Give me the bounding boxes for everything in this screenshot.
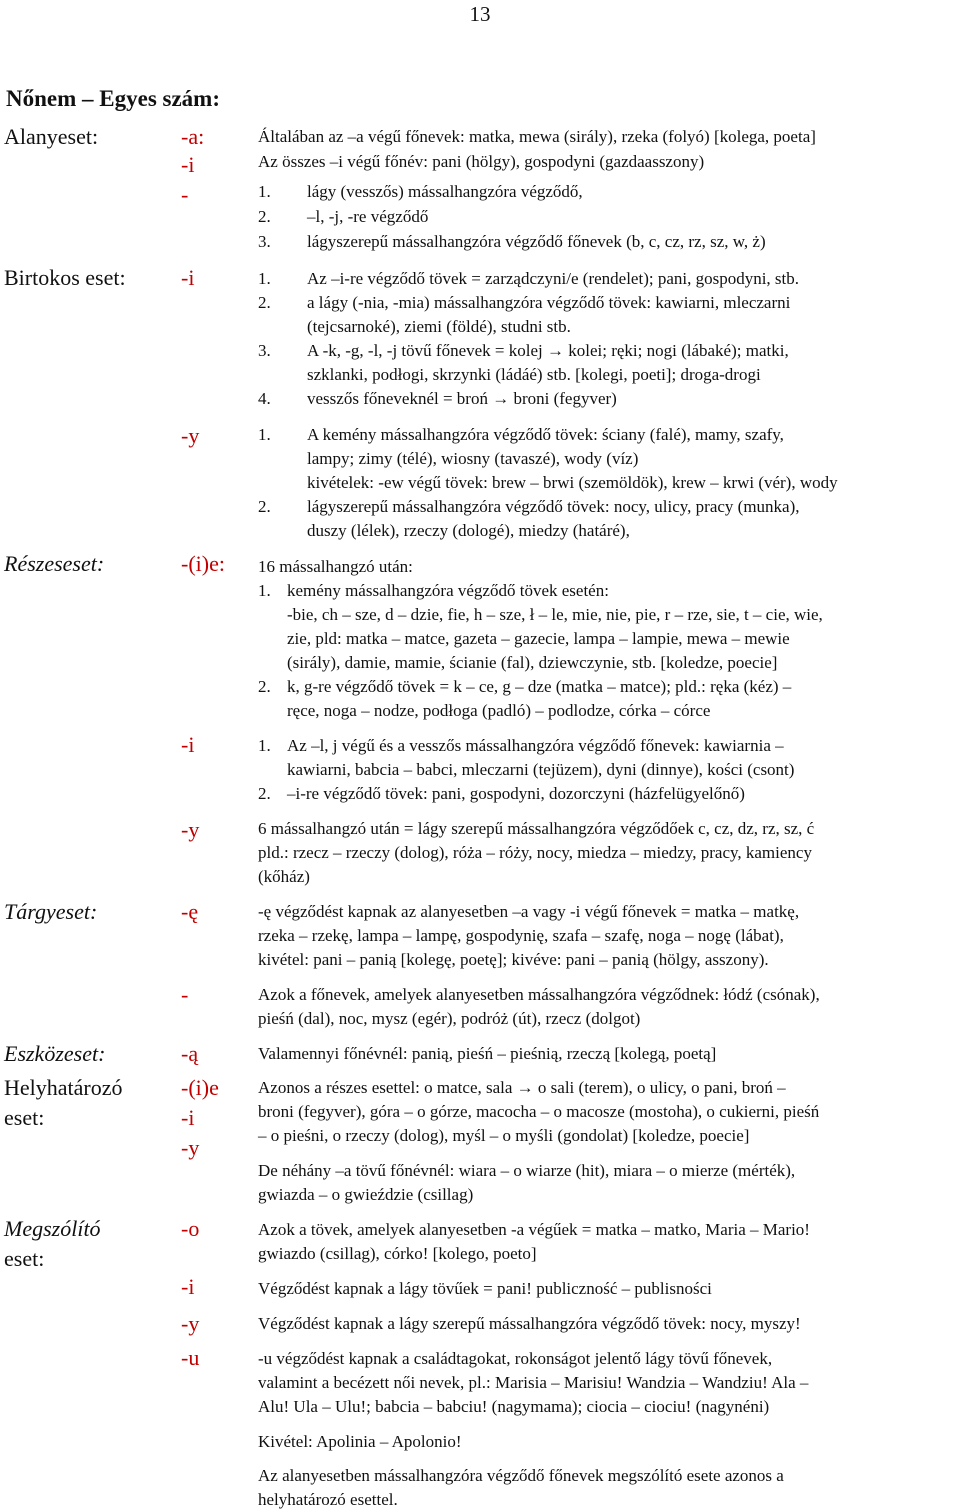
list-number: 2. [258, 497, 271, 516]
text-line: zie, pld: matka – matce, gazeta – gazecie, lampa – lampie, mewa – mewie [287, 629, 790, 648]
list-number: 1. [258, 182, 271, 201]
ending-o: -o [181, 1216, 200, 1241]
ending-e-ogonek: -ę [181, 899, 199, 924]
list-number: 1. [258, 269, 271, 288]
text-line: 6 mássalhangzó után = lágy szerepű mássalhangzóra végződőek c, cz, dz, rz, sz, ć [258, 819, 815, 838]
text-line: Azonos a részes esettel: o matce, sala → o sali (terem), o ulicy, o pani, broń – [258, 1078, 786, 1097]
text-line: De néhány –a tövű főnévnél: wiara – o wiarze (hit), miara – o mierze (mérték), [258, 1161, 796, 1180]
list-number: 1. [258, 425, 271, 444]
ending-y: -y [181, 423, 200, 448]
text-line: ręce, noga – nodze, podłoga (padló) – podlodze, córka – córce [287, 701, 711, 720]
text-line: a lágy (-nia, -mia) mássalhangzóra végződő tövek: kawiarni, mleczarni [307, 293, 791, 312]
text-line: lágyszerepű mássalhangzóra végződő tövek: nocy, ulicy, pracy (munka), [307, 497, 800, 516]
list-number: 3. [258, 232, 271, 251]
text-line: rzeka – rzekę, lampa – lampę, gospodynię, szafa – szafę, noga – nogę (lábat), [258, 926, 784, 945]
ending-i: -i [181, 1105, 195, 1130]
text-line: Végződést kapnak a lágy szerepű mássalhangzóra végződő tövek: nocy, myszy! [258, 1314, 801, 1333]
ending-i: -i [181, 152, 195, 177]
text-line: pieśń (dal), noc, mysz (egér), podróż (út), rzecz (dolgot) [258, 1009, 641, 1028]
ending-y: -y [181, 1135, 200, 1160]
list-number: 2. [258, 293, 271, 312]
text-line: Alu! Ula – Ulu!; babcia – babciu! (nagymama); ciocia – ciociu! (nagynéni) [258, 1397, 770, 1416]
text-line: kemény mássalhangzóra végződő tövek esetén: [287, 581, 609, 600]
ending-ie: -(i)e: [181, 551, 225, 576]
list-number: 3. [258, 341, 271, 360]
text-line: lágy (vesszős) mássalhangzóra végződő, [307, 182, 583, 201]
text-line: A kemény mássalhangzóra végződő tövek: ściany (falé), mamy, szafy, [307, 425, 784, 444]
ending-a: -a: [181, 124, 205, 149]
text-line: Az alanyesetben mássalhangzóra végződő főnevek megszólító esete azonos a [258, 1466, 784, 1485]
list-number: 2. [258, 784, 271, 803]
text-line: A -k, -g, -l, -j tövű főnevek = kolej → kolei; ręki; nogi (lábaké); matki, [307, 341, 789, 360]
text-line: Az –l, j végű és a vesszős mássalhangzóra végződő főnevek: kawiarnia – [287, 736, 784, 755]
case-alanyeset: Alanyeset: [4, 124, 99, 149]
text-line: Az összes –i végű főnév: pani (hölgy), gospodyni (gazdaasszony) [258, 152, 705, 171]
text-line: (kőház) [258, 867, 310, 886]
list-number: 4. [258, 389, 271, 408]
text-line: helyhatározó esettel. [258, 1490, 398, 1509]
ending-ie: -(i)e [181, 1075, 219, 1100]
text-line: Azok a tövek, amelyek alanyesetben -a végűek = matka – matko, Maria – Mario! [258, 1220, 810, 1239]
text-line: – o pieśni, o rzeczy (dolog), myśl – o myśli (gondolat) [koledze, poecie] [258, 1126, 750, 1145]
text-line: Végződést kapnak a lágy tövűek = pani! publiczność – publisności [258, 1279, 712, 1298]
text-line: -bie, ch – sze, d – dzie, fie, h – sze, ł – le, mie, nie, pie, r – rze, sie, t – cie, wie, [287, 605, 823, 624]
case-eszkoz: Eszközeset: [4, 1041, 106, 1066]
section-title: Nőnem – Egyes szám: [6, 86, 220, 111]
text-line: vesszős főneveknél = broń → broni (fegyver) [307, 389, 617, 408]
text-line: k, g-re végződő tövek = k – ce, g – dze (matka – matce); pld.: ręka (kéz) – [287, 677, 792, 696]
text-line: broni (fegyver), góra – o górze, macocha – o macosze (mostoha), o cukierni, pieśń [258, 1102, 820, 1121]
text-line: Kivétel: Apolinia – Apolonio! [258, 1432, 462, 1451]
case-megszolito: Megszólító [4, 1216, 101, 1241]
text-line: szklanki, podłogi, skrzynki (ládáé) stb. [kolegi, poeti]; droga-drogi [307, 365, 761, 384]
case-helyhat: Helyhatározó [4, 1075, 123, 1100]
text-line: -u végződést kapnak a családtagokat, rokonságot jelentő lágy tövű főnevek, [258, 1349, 773, 1368]
text-line: gwiazda – o gwieździe (csillag) [258, 1185, 474, 1204]
text-line: valamint a becézett női nevek, pl.: Marisia – Marisiu! Wandzia – Wandziu! Ala – [258, 1373, 809, 1392]
list-number: 2. [258, 677, 271, 696]
ending-u: -u [181, 1345, 200, 1370]
ending-i: -i [181, 265, 195, 290]
ending-y: -y [181, 817, 200, 842]
text-line: Általában az –a végű főnevek: matka, mewa (sirály), rzeka (folyó) [kolega, poeta] [258, 127, 816, 146]
text-line: Valamennyi főnévnél: panią, pieśń – pieśnią, rzeczą [kolegą, poetą] [258, 1044, 717, 1063]
text-line: -ę végződést kapnak az alanyesetben –a vagy -i végű főnevek = matka – matkę, [258, 902, 800, 921]
text-line: kivétel: pani – panią [kolegę, poetę]; kivéve: pani – panią (hölgy, asszony). [258, 950, 769, 969]
case-birtokos: Birtokos eset: [4, 265, 126, 290]
text-line: gwiazdo (csillag), córko! [kolego, poeto] [258, 1244, 537, 1263]
text-line: Az –i-re végződő tövek = zarządczyni/e (rendelet); pani, gospodyni, stb. [307, 269, 800, 288]
case-helyhat-2: eset: [4, 1105, 45, 1130]
ending-y: -y [181, 1311, 200, 1336]
text-line: lágyszerepű mássalhangzóra végződő főnevek (b, c, cz, rz, sz, w, ż) [307, 232, 766, 251]
text-line: (tejcsarnoké), ziemi (földé), studni stb. [307, 317, 571, 336]
ending-i: -i [181, 1274, 195, 1299]
text-line: kivételek: -ew végű tövek: brew – brwi (szemöldök), krew – krwi (vér), wody [307, 473, 838, 492]
text-line: Azok a főnevek, amelyek alanyesetben mássalhangzóra végződnek: łódź (csónak), [258, 985, 820, 1004]
text-line: lampy; zimy (télé), wiosny (tavaszé), wody (víz) [307, 449, 639, 468]
case-targy: Tárgyeset: [4, 899, 98, 924]
text-line: kawiarni, babcia – babci, mleczarni (tejüzem), dyni (dinnye), kości (csont) [287, 760, 795, 779]
text-line: –i-re végződő tövek: pani, gospodyni, dozorczyni (házfelügyelőnő) [287, 784, 745, 803]
case-megszolito-2: eset: [4, 1246, 45, 1271]
list-number: 1. [258, 581, 271, 600]
ending-a-ogonek: -ą [181, 1041, 199, 1066]
text-line: –l, -j, -re végződő [307, 207, 429, 226]
ending-dash: - [181, 982, 189, 1007]
case-reszes: Részeseset: [4, 551, 105, 576]
page-number: 13 [469, 2, 491, 26]
list-number: 2. [258, 207, 271, 226]
ending-dash: - [181, 182, 189, 207]
text-line: (sirály), damie, mamie, ścianie (fal), dziewczynie, stb. [koledze, poecie] [287, 653, 778, 672]
text-line: 16 mássalhangzó után: [258, 557, 413, 576]
list-number: 1. [258, 736, 271, 755]
text-line: pld.: rzecz – rzeczy (dolog), róża – róży, nocy, miedza – miedzy, pracy, kamiency [258, 843, 812, 862]
text-line: duszy (lélek), rzeczy (dologé), miedzy (határé), [307, 521, 630, 540]
ending-i: -i [181, 732, 195, 757]
